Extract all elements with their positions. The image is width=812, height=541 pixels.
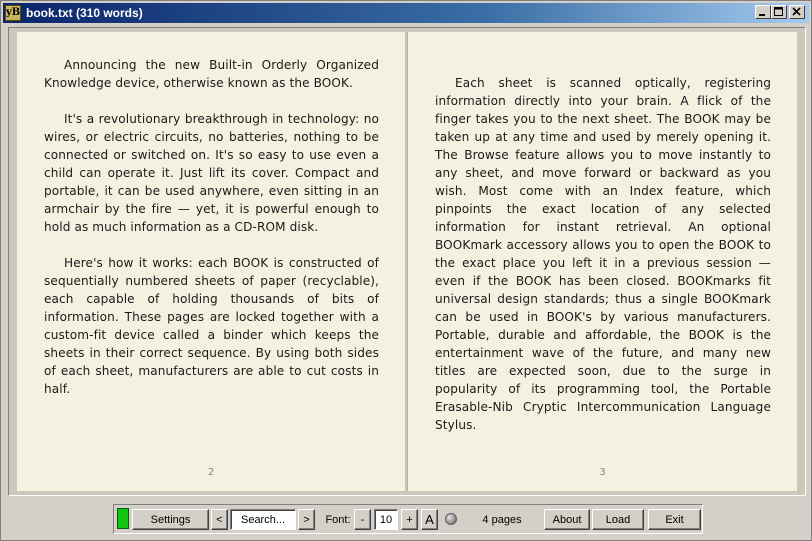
window-controls <box>755 5 805 19</box>
left-page[interactable] <box>17 32 406 491</box>
right-page[interactable] <box>407 32 797 491</box>
font-style-button[interactable]: A <box>421 509 438 530</box>
left-page-number: 2 <box>207 467 215 478</box>
maximize-button[interactable] <box>771 5 787 19</box>
search-input[interactable]: Search... <box>230 509 296 530</box>
close-icon <box>792 7 802 17</box>
search-next-button[interactable]: > <box>298 509 315 530</box>
font-decrease-button[interactable]: - <box>354 509 371 530</box>
search-prev-button[interactable]: < <box>211 509 228 530</box>
status-indicator <box>117 508 129 529</box>
close-button[interactable] <box>789 5 805 19</box>
app-icon[interactable]: yB <box>5 5 21 21</box>
font-size-field[interactable]: 10 <box>374 509 398 530</box>
maximize-icon <box>774 7 784 17</box>
page-count: 4 pages <box>482 513 522 526</box>
paragraph: Announcing the new Built-in Orderly Organized Knowledge device, otherwise known as the BOOK. <box>44 58 379 90</box>
right-page-number: 3 <box>599 467 606 478</box>
paragraph: Each sheet is scanned optically, registering information directly into your brain. A flick of the finger takes you to the next sheet. The BOOK may be taken up at any time and used by merely opening it. The Browse feature allows you to move instantly to any sheet, and move forward or backward as you wish. Most come with an Index feature, which pinpoints the exact location of any selected information for instant retrieval. An optional BOOKmark accessory allows you to open the BOOK to the exact place you left it in a previous session — even if the BOOK has been closed. BOOKmarks fit universal design standards; thus a single BOOKmark can be used in BOOK's by various manufacturers. Portable, durable and affordable, the BOOK is the entertainment wave of the future, and many new titles are expected soon, due to the surge in popularity of its programming tool, the Portable Erasable-Nib Cryptic Intercommunication Language Stylus. <box>435 76 771 432</box>
option-radio[interactable] <box>445 513 457 525</box>
settings-button[interactable]: Settings <box>132 509 209 530</box>
book-view <box>8 27 806 496</box>
exit-button[interactable]: Exit <box>648 509 701 530</box>
minimize-icon <box>758 7 768 17</box>
title-bar[interactable] <box>3 3 809 23</box>
window-title: book.txt (310 words) <box>26 6 143 20</box>
bottom-toolbar <box>113 504 703 534</box>
minimize-button[interactable] <box>755 5 771 19</box>
paragraph: It's a revolutionary breakthrough in technology: no wires, or electric circuits, no batteries, nothing to be connected or switched on. It's so easy to use even a child can operate it. Just lift its cover. Compact and portable, it can be used anywhere, even sitting in an armchair by the fire — yet, it is powerful enough to hold as much information as a CD-ROM disk. <box>44 112 379 234</box>
paragraph: Here's how it works: each BOOK is constructed of sequentially numbered sheets of paper (recyclable), each capable of holding thousands of bits of information. These pages are locked together with a custom-fit device called a binder which keeps the sheets in their correct sequence. By using both sides of each sheet, manufacturers are able to cut costs in half. <box>44 256 379 396</box>
left-page-text <box>44 56 379 416</box>
font-label: Font: <box>325 513 351 526</box>
right-page-text <box>435 74 771 452</box>
load-button[interactable]: Load <box>592 509 644 530</box>
font-increase-button[interactable]: + <box>401 509 418 530</box>
about-button[interactable]: About <box>544 509 590 530</box>
